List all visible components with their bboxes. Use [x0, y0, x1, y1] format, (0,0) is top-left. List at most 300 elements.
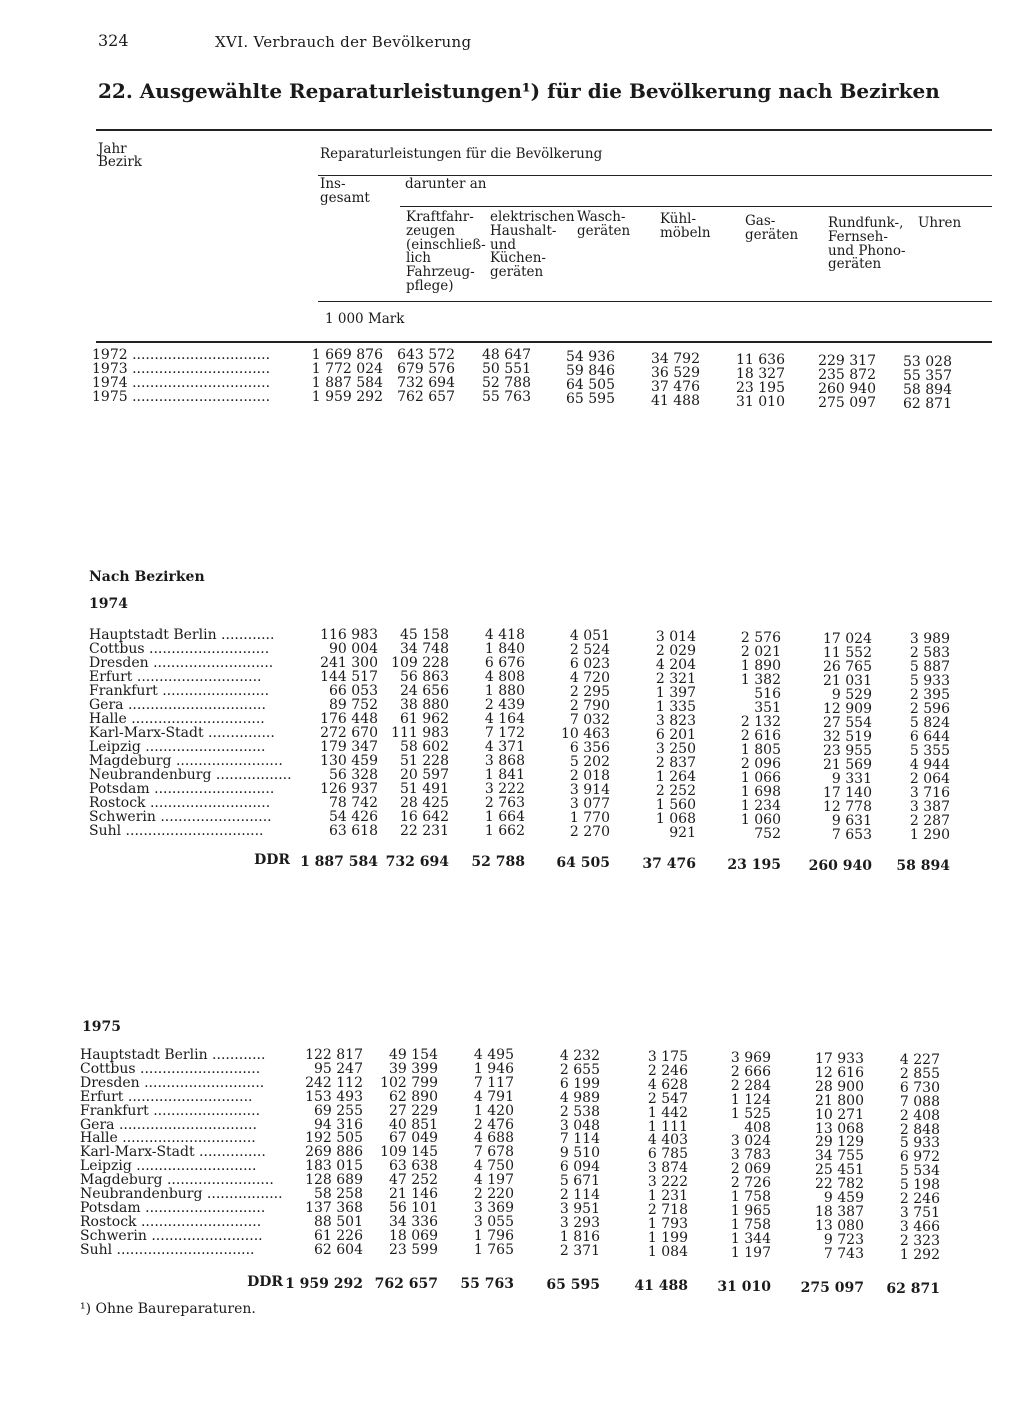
cell-col-8: 1 290 [909, 827, 950, 843]
column-head-2-line-3: und [490, 236, 517, 253]
row-label: Rostock ........................... [89, 796, 271, 810]
cell-col-3: 55 763 [482, 389, 531, 405]
cell-col-4: 59 846 [566, 363, 615, 379]
row-label: Cottbus ........................... [89, 642, 270, 656]
cell-col-7: 13 068 [815, 1121, 864, 1137]
cell-col-1: 130 459 [320, 753, 378, 769]
cell-col-7: 26 765 [823, 659, 872, 675]
cell-col-8: 2 596 [909, 701, 950, 717]
cell-col-5: 3 222 [647, 1174, 688, 1190]
cell-col-1: 128 689 [305, 1172, 363, 1188]
cell-col-4: 4 232 [559, 1048, 600, 1064]
cell-col-4: 2 524 [569, 642, 610, 658]
cell-col-1: 241 300 [320, 655, 378, 671]
row-label: 1975 ............................... [92, 390, 271, 404]
district-row-1974-13 [0, 795, 1024, 815]
cell-col-1: 242 112 [305, 1075, 363, 1091]
cell-col-7: 9 631 [831, 813, 872, 829]
cell-col-4: 10 463 [561, 726, 610, 742]
cell-col-8: 5 824 [909, 715, 950, 731]
cell-col-3: 4 688 [473, 1130, 514, 1146]
cell-col-5: 4 403 [647, 1132, 688, 1148]
cell-col-8: 58 894 [903, 382, 952, 398]
cell-col-5: 6 785 [647, 1146, 688, 1162]
cell-col-5: 1 199 [647, 1230, 688, 1246]
cell-col-6: 351 [754, 700, 781, 716]
cell-col-4: 2 790 [569, 698, 610, 714]
row-label: Halle .............................. [80, 1131, 256, 1145]
cell-col-8: 2 408 [899, 1108, 940, 1124]
cell-col-3: 4 808 [484, 669, 525, 685]
cell-col-1: 89 752 [329, 697, 378, 713]
cell-col-1: 137 368 [305, 1200, 363, 1216]
cell-col-6: 1 805 [740, 742, 781, 758]
district-row-1975-12 [0, 1200, 1024, 1221]
district-row-1975-11 [0, 1186, 1024, 1207]
cell-col-2: 63 638 [389, 1158, 438, 1174]
cell-col-8: 5 355 [909, 743, 950, 759]
cell-col-1: 116 983 [320, 627, 378, 643]
cell-col-5: 1 335 [655, 699, 696, 715]
stub-head-line-1: Jahr [98, 141, 127, 157]
cell-col-5: 3 874 [647, 1160, 688, 1176]
cell-col-4: 3 951 [559, 1201, 600, 1217]
row-label: Karl-Marx-Stadt ............... [89, 726, 275, 740]
cell-col-1: 1 959 292 [285, 1276, 363, 1292]
district-row-1974-15 [0, 823, 1024, 843]
cell-col-6: 1 344 [730, 1231, 771, 1247]
cell-col-7: 229 317 [818, 353, 876, 369]
cell-col-7: 275 097 [800, 1280, 864, 1296]
cell-col-8: 5 933 [909, 673, 950, 689]
cell-col-7: 275 097 [818, 395, 876, 411]
district-row-1974-1 [0, 627, 1024, 647]
column-head-2-line-2: Haushalt- [490, 222, 557, 239]
cell-col-6: 3 024 [730, 1133, 771, 1149]
cell-col-7: 17 024 [823, 631, 872, 647]
cell-col-5: 2 246 [647, 1063, 688, 1079]
cell-col-1: 144 517 [320, 669, 378, 685]
cell-col-1: 1 772 024 [311, 361, 383, 377]
cell-col-3: 2 476 [473, 1117, 514, 1133]
cell-col-8: 6 644 [909, 729, 950, 745]
cell-col-6: 31 010 [736, 394, 785, 410]
cell-col-3: 48 647 [482, 347, 531, 363]
district-row-1974-8 [0, 725, 1024, 745]
cell-col-3: 2 439 [484, 697, 525, 713]
cell-col-3: 4 495 [473, 1047, 514, 1063]
running-head: XVI. Verbrauch der Bevölkerung [215, 33, 472, 51]
cell-col-5: 37 476 [651, 379, 700, 395]
cell-col-4: 2 270 [569, 824, 610, 840]
section-year-1974: 1974 [89, 596, 128, 612]
cell-col-2: 732 694 [397, 375, 455, 391]
cell-col-2: 51 491 [400, 781, 449, 797]
column-head-1-line-4: lich [406, 250, 431, 267]
cell-col-8: 5 933 [899, 1135, 940, 1151]
cell-col-5: 2 547 [647, 1091, 688, 1107]
cell-col-3: 1 880 [484, 683, 525, 699]
cell-col-6: 2 726 [730, 1175, 771, 1191]
cell-col-2: 102 799 [380, 1075, 438, 1091]
row-label: Magdeburg ........................ [80, 1173, 274, 1187]
row-label: Frankfurt ........................ [80, 1104, 261, 1118]
cell-col-7: 17 933 [815, 1051, 864, 1067]
district-row-1975-8 [0, 1144, 1024, 1165]
cell-col-2: 643 572 [397, 347, 455, 363]
row-label: Magdeburg ........................ [89, 754, 283, 768]
cell-col-5: 41 488 [634, 1278, 688, 1294]
cell-col-4: 2 538 [559, 1104, 600, 1120]
cell-col-6: 2 132 [740, 714, 781, 730]
column-head-1-line-2: zeugen [406, 222, 456, 239]
cell-col-4: 4 051 [569, 628, 610, 644]
cell-col-7: 260 940 [808, 858, 872, 874]
cell-col-4: 3 293 [559, 1215, 600, 1231]
cell-col-1: 126 937 [320, 781, 378, 797]
cell-col-6: 2 666 [730, 1064, 771, 1080]
cell-col-4: 54 936 [566, 349, 615, 365]
cell-col-2: 762 657 [397, 389, 455, 405]
row-label: Hauptstadt Berlin ............ [80, 1048, 266, 1062]
cell-col-5: 2 252 [655, 783, 696, 799]
cell-col-3: 1 765 [473, 1242, 514, 1258]
cell-col-1: 153 493 [305, 1089, 363, 1105]
cell-col-6: 408 [744, 1120, 771, 1136]
cell-col-3: 4 418 [484, 627, 525, 643]
column-head-3-line-1: Wasch- [577, 209, 626, 225]
cell-col-7: 9 459 [823, 1190, 864, 1206]
district-row-1975-15 [0, 1242, 1024, 1263]
cell-col-6: 3 969 [730, 1050, 771, 1066]
cell-col-7: 27 554 [823, 715, 872, 731]
row-label: Dresden ........................... [89, 656, 274, 670]
cell-col-8: 1 292 [899, 1247, 940, 1263]
cell-col-1: 54 426 [329, 809, 378, 825]
cell-col-3: 4 750 [473, 1158, 514, 1174]
cell-col-6: 1 758 [730, 1189, 771, 1205]
cell-col-6: 1 698 [740, 784, 781, 800]
cell-col-2: 45 158 [400, 627, 449, 643]
cell-col-2: 111 983 [391, 725, 449, 741]
column-head-2-line-4: Küchen- [490, 250, 546, 267]
cell-col-8: 2 064 [909, 771, 950, 787]
table-body-rule [96, 341, 992, 343]
cell-col-6: 2 069 [730, 1161, 771, 1177]
cell-col-7: 260 940 [818, 381, 876, 397]
district-row-1975-14 [0, 1228, 1024, 1249]
cell-col-3: 3 222 [484, 781, 525, 797]
district-row-1974-9 [0, 739, 1024, 759]
column-head-2-line-5: geräten [490, 264, 544, 281]
column-head-6-line-1: Rundfunk-, [828, 215, 904, 231]
cell-col-2: 62 890 [389, 1089, 438, 1105]
cell-col-4: 3 048 [559, 1118, 600, 1134]
cell-col-3: 6 676 [484, 655, 525, 671]
district-row-1974-3 [0, 655, 1024, 675]
row-label: 1974 ............................... [92, 376, 271, 390]
cell-col-8: 2 855 [899, 1066, 940, 1082]
cell-col-7: 9 331 [831, 771, 872, 787]
cell-col-5: 1 264 [655, 769, 696, 785]
district-row-1974-5 [0, 683, 1024, 703]
district-row-1975-4 [0, 1089, 1024, 1110]
column-head-7-line-1: Uhren [918, 215, 962, 231]
column-head-4-line-1: Kühl- [660, 211, 697, 227]
by-district-heading: Nach Bezirken [89, 569, 205, 585]
row-label: Neubrandenburg ................. [80, 1187, 283, 1201]
cell-col-1: 179 347 [320, 739, 378, 755]
cell-col-6: 752 [754, 826, 781, 842]
cell-col-5: 41 488 [651, 393, 700, 409]
cell-col-2: 732 694 [385, 854, 449, 870]
cell-col-3: 2 763 [484, 795, 525, 811]
cell-col-5: 2 718 [647, 1202, 688, 1218]
row-label: Gera ............................... [89, 698, 266, 712]
cell-col-2: 38 880 [400, 697, 449, 713]
cell-col-5: 1 442 [647, 1105, 688, 1121]
cell-col-1: 1 887 584 [300, 854, 378, 870]
cell-col-1: 192 505 [305, 1130, 363, 1146]
row-label: Hauptstadt Berlin ............ [89, 628, 275, 642]
stub-head-line-2: Bezirk [98, 154, 142, 170]
cell-col-8: 58 894 [896, 858, 950, 874]
row-label: Cottbus ........................... [80, 1062, 261, 1076]
cell-col-2: 762 657 [374, 1276, 438, 1292]
row-label: 1972 ............................... [92, 348, 271, 362]
column-head-6-line-2: Fernseh- [828, 228, 888, 245]
column-head-1-line-3: (einschließ- [406, 236, 486, 253]
district-row-1975-3 [0, 1075, 1024, 1096]
cell-col-3: 1 662 [484, 823, 525, 839]
cell-col-1: 1 669 876 [311, 347, 383, 363]
district-row-1974-10 [0, 753, 1024, 773]
cell-col-3: 55 763 [460, 1276, 514, 1292]
cell-col-4: 3 077 [569, 796, 610, 812]
cell-col-4: 1 816 [559, 1229, 600, 1245]
cell-col-5: 36 529 [651, 365, 700, 381]
column-head-5-line-2: geräten [745, 226, 799, 243]
cell-col-5: 1 560 [655, 797, 696, 813]
row-label: Erfurt ............................ [80, 1090, 253, 1104]
cell-col-2: 56 101 [389, 1200, 438, 1216]
cell-col-7: 13 080 [815, 1218, 864, 1234]
cell-col-2: 20 597 [400, 767, 449, 783]
cell-col-7: 12 778 [823, 799, 872, 815]
cell-col-2: 21 146 [389, 1186, 438, 1202]
cell-col-1: 94 316 [314, 1117, 363, 1133]
cell-col-4: 2 018 [569, 768, 610, 784]
table-title: 22. Ausgewählte Reparaturleistungen¹) für die Bevölkerung nach Bezirken [98, 79, 940, 103]
column-head-1-line-1: Kraftfahr- [406, 209, 474, 225]
cell-col-3: 1 841 [484, 767, 525, 783]
cell-col-1: 69 255 [314, 1103, 363, 1119]
district-row-1975-5 [0, 1103, 1024, 1124]
cell-col-4: 2 371 [559, 1243, 600, 1259]
row-label: Frankfurt ........................ [89, 684, 270, 698]
darunter-head: darunter an [405, 176, 487, 192]
cell-col-1: 56 328 [329, 767, 378, 783]
cell-col-1: 95 247 [314, 1061, 363, 1077]
cell-col-6: 1 525 [730, 1106, 771, 1122]
cell-col-2: 51 228 [400, 753, 449, 769]
cell-col-8: 2 395 [909, 687, 950, 703]
cell-col-5: 4 628 [647, 1077, 688, 1093]
row-label: Dresden ........................... [80, 1076, 265, 1090]
cell-col-7: 10 271 [815, 1107, 864, 1123]
cell-col-4: 4 720 [569, 670, 610, 686]
cell-col-4: 5 202 [569, 754, 610, 770]
cell-col-5: 2 321 [655, 671, 696, 687]
cell-col-6: 1 965 [730, 1203, 771, 1219]
cell-col-2: 27 229 [389, 1103, 438, 1119]
cell-col-5: 1 084 [647, 1244, 688, 1260]
cell-col-2: 49 154 [389, 1047, 438, 1063]
row-label: 1973 ............................... [92, 362, 271, 376]
cell-col-4: 64 505 [566, 377, 615, 393]
column-head-5-line-1: Gas- [745, 213, 776, 229]
cell-col-3: 3 868 [484, 753, 525, 769]
total-row-1975 [0, 1274, 1024, 1297]
cell-col-8: 2 583 [909, 645, 950, 661]
cell-col-3: 52 788 [482, 375, 531, 391]
cell-col-3: 4 197 [473, 1172, 514, 1188]
cell-col-7: 21 569 [823, 757, 872, 773]
cell-col-1: 269 886 [305, 1144, 363, 1160]
cell-col-3: 2 220 [473, 1186, 514, 1202]
cell-col-4: 2 295 [569, 684, 610, 700]
row-label: Leipzig ........................... [89, 740, 266, 754]
cell-col-6: 1 758 [730, 1217, 771, 1233]
cell-col-2: 23 599 [389, 1242, 438, 1258]
cell-col-6: 1 382 [740, 672, 781, 688]
district-row-1975-1 [0, 1047, 1024, 1068]
cell-col-7: 29 129 [815, 1134, 864, 1150]
cell-col-5: 34 792 [651, 351, 700, 367]
district-row-1975-13 [0, 1214, 1024, 1235]
cell-col-5: 3 014 [655, 629, 696, 645]
cell-col-7: 235 872 [818, 367, 876, 383]
cell-col-2: 67 049 [389, 1130, 438, 1146]
cell-col-4: 7 032 [569, 712, 610, 728]
cell-col-4: 3 914 [569, 782, 610, 798]
cell-col-4: 6 094 [559, 1159, 600, 1175]
row-label: Halle .............................. [89, 712, 265, 726]
cell-col-2: 34 336 [389, 1214, 438, 1230]
cell-col-3: 3 055 [473, 1214, 514, 1230]
cell-col-5: 3 823 [655, 713, 696, 729]
cell-col-6: 516 [754, 686, 781, 702]
column-head-3-line-2: geräten [577, 222, 631, 239]
cell-col-8: 6 972 [899, 1149, 940, 1165]
cell-col-1: 88 501 [314, 1214, 363, 1230]
cell-col-1: 122 817 [305, 1047, 363, 1063]
cell-col-2: 24 656 [400, 683, 449, 699]
cell-col-1: 272 670 [320, 725, 378, 741]
cell-col-8: 3 466 [899, 1219, 940, 1235]
cell-col-6: 2 284 [730, 1078, 771, 1094]
cell-col-8: 55 357 [903, 368, 952, 384]
cell-col-8: 5 198 [899, 1177, 940, 1193]
cell-col-6: 2 576 [740, 630, 781, 646]
cell-col-1: 176 448 [320, 711, 378, 727]
cell-col-2: 47 252 [389, 1172, 438, 1188]
cell-col-8: 5 534 [899, 1163, 940, 1179]
row-label: Neubrandenburg ................. [89, 768, 292, 782]
cell-col-5: 1 231 [647, 1188, 688, 1204]
cell-col-8: 2 246 [899, 1191, 940, 1207]
cell-col-3: 50 551 [482, 361, 531, 377]
cell-col-6: 23 195 [736, 380, 785, 396]
cell-col-1: 61 226 [314, 1228, 363, 1244]
cell-col-6: 2 616 [740, 728, 781, 744]
cell-col-2: 18 069 [389, 1228, 438, 1244]
cell-col-6: 2 021 [740, 644, 781, 660]
row-label: Leipzig ........................... [80, 1159, 257, 1173]
cell-col-8: 6 730 [899, 1080, 940, 1096]
district-row-1974-14 [0, 809, 1024, 829]
cell-col-6: 2 096 [740, 756, 781, 772]
cell-col-7: 12 616 [815, 1065, 864, 1081]
row-label: DDR [247, 1274, 283, 1290]
cell-col-5: 1 793 [647, 1216, 688, 1232]
cell-col-7: 7 743 [823, 1246, 864, 1262]
cell-col-3: 1 840 [484, 641, 525, 657]
district-row-1974-2 [0, 641, 1024, 661]
cell-col-4: 65 595 [546, 1277, 600, 1293]
cell-col-7: 9 529 [831, 687, 872, 703]
column-head-6-line-4: geräten [828, 256, 882, 273]
district-row-1974-11 [0, 767, 1024, 787]
district-row-1974-6 [0, 697, 1024, 717]
cell-col-5: 1 068 [655, 811, 696, 827]
cell-col-3: 4 791 [473, 1089, 514, 1105]
column-head-4-line-2: möbeln [660, 224, 711, 241]
cell-col-4: 6 199 [559, 1076, 600, 1092]
cell-col-8: 2 287 [909, 813, 950, 829]
cell-col-2: 109 228 [391, 655, 449, 671]
cell-col-1: 78 742 [329, 795, 378, 811]
header-top-rule [96, 129, 992, 131]
cell-col-1: 66 053 [329, 683, 378, 699]
cell-col-8: 62 871 [903, 396, 952, 412]
cell-col-2: 56 863 [400, 669, 449, 685]
cell-col-2: 40 851 [389, 1117, 438, 1133]
cell-col-3: 7 117 [473, 1075, 514, 1091]
cell-col-7: 23 955 [823, 743, 872, 759]
district-row-1974-12 [0, 781, 1024, 801]
cell-col-5: 3 175 [647, 1049, 688, 1065]
cell-col-2: 34 748 [400, 641, 449, 657]
cell-col-7: 34 755 [815, 1148, 864, 1164]
cell-col-3: 7 678 [473, 1144, 514, 1160]
cell-col-6: 1 124 [730, 1092, 771, 1108]
cell-col-4: 4 989 [559, 1090, 600, 1106]
column-head-6-line-3: und Phono- [828, 242, 906, 259]
row-label: Schwerin ......................... [89, 810, 272, 824]
cell-col-4: 7 114 [559, 1131, 600, 1147]
row-label: Karl-Marx-Stadt ............... [80, 1145, 266, 1159]
cell-col-4: 6 356 [569, 740, 610, 756]
cell-col-8: 3 751 [899, 1205, 940, 1221]
cell-col-8: 4 227 [899, 1052, 940, 1068]
cell-col-8: 3 989 [909, 631, 950, 647]
row-label: Gera ............................... [80, 1118, 257, 1132]
cell-col-7: 25 451 [815, 1162, 864, 1178]
row-label: DDR [254, 852, 290, 868]
cell-col-5: 37 476 [642, 856, 696, 872]
cell-col-5: 1 397 [655, 685, 696, 701]
